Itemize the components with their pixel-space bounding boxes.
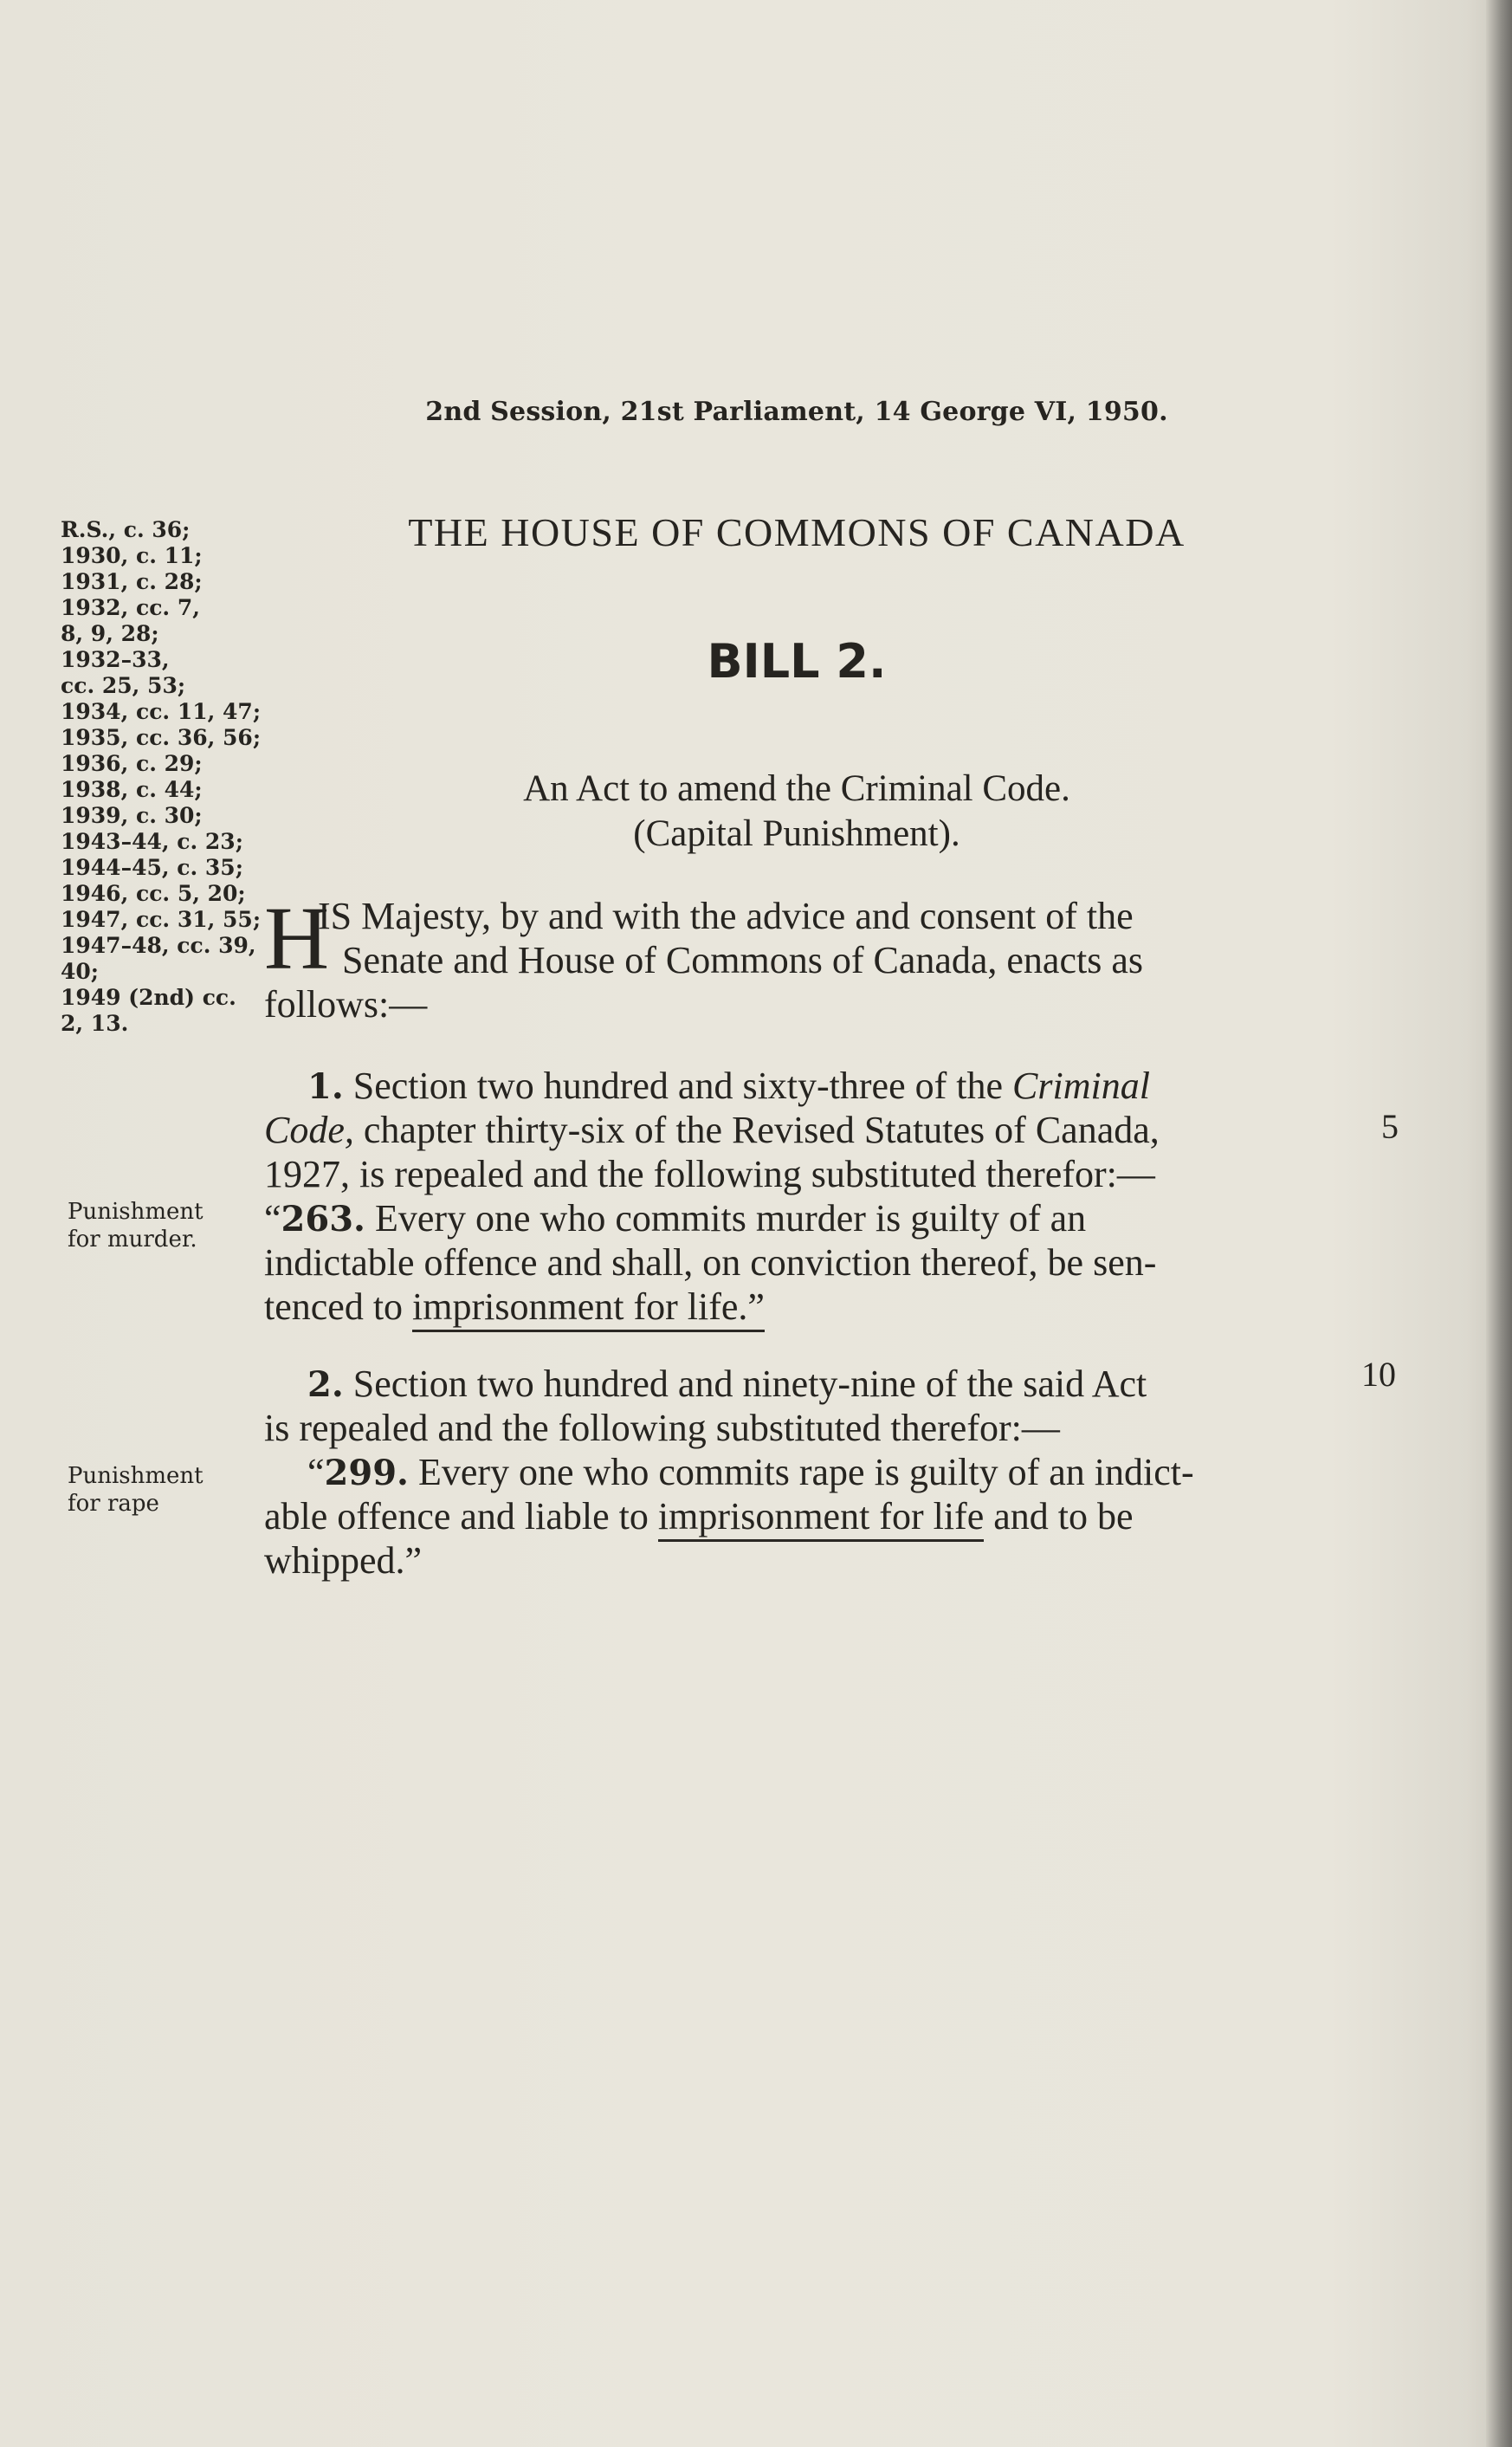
house-heading: THE HOUSE OF COMMONS OF CANADA: [408, 510, 1186, 554]
line-number-10: 10: [1361, 1355, 1396, 1394]
margin-ref: 1932, cc. 7,: [61, 595, 200, 620]
enacting-line: IS Majesty, by and with the advice and consent of the: [318, 895, 1134, 937]
margin-ref: 2, 13.: [61, 1011, 129, 1036]
underlined-penalty: imprisonment for life: [658, 1495, 984, 1542]
margin-ref: 1932–33,: [61, 647, 170, 672]
margin-ref: 1949 (2nd) cc.: [61, 985, 236, 1010]
section-text: whipped.”: [264, 1539, 423, 1582]
section-text: Every one who commits murder is guilty of an: [374, 1197, 1087, 1240]
margin-ref: 1938, c. 44;: [61, 777, 203, 802]
section-2: [264, 1362, 1347, 1583]
line-number-5: 5: [1381, 1107, 1399, 1146]
marginal-note-line: for murder.: [68, 1227, 197, 1253]
margin-ref: 1944–45, c. 35;: [61, 855, 243, 880]
session-heading: 2nd Session, 21st Parliament, 14 George VI, 1950.: [425, 397, 1168, 427]
quote-mark: “: [307, 1451, 325, 1493]
margin-ref: 40;: [61, 959, 100, 984]
marginal-note-line: Punishment: [68, 1463, 204, 1489]
section-text: Section two hundred and ninety-nine of the said Act: [352, 1363, 1147, 1405]
margin-ref: 1931, c. 28;: [61, 569, 203, 594]
section-text-italic: Code,: [264, 1109, 354, 1151]
bill-number: BILL 2.: [707, 634, 887, 689]
section-number: 1.: [307, 1066, 344, 1107]
section-1: [264, 1064, 1347, 1329]
section-text: and to be: [993, 1495, 1134, 1537]
margin-ref: 1939, c. 30;: [61, 803, 203, 828]
page-binding-edge: [1486, 0, 1512, 2447]
section-text: Every one who commits rape is guilty of an indict-: [417, 1451, 1194, 1493]
margin-ref: 1946, cc. 5, 20;: [61, 881, 246, 906]
section-text: 1927, is repealed and the following substituted therefor:—: [264, 1153, 1155, 1195]
margin-ref: 1947–48, cc. 39,: [61, 933, 256, 958]
section-text: Section two hundred and sixty-three of the: [352, 1065, 1004, 1107]
marginal-note-rape: [68, 1462, 249, 1518]
margin-ref: 1930, c. 11;: [61, 543, 203, 568]
section-text: indictable offence and shall, on conviction thereof, be sen-: [264, 1241, 1157, 1284]
act-title: [346, 767, 1247, 857]
margin-ref: 8, 9, 28;: [61, 621, 159, 646]
underlined-penalty: imprisonment for life.”: [412, 1285, 765, 1332]
section-text: able offence and liable to: [264, 1495, 649, 1537]
enacting-line: Senate and House of Commons of Canada, enacts as: [342, 939, 1143, 981]
margin-ref: 1936, c. 29;: [61, 751, 203, 776]
section-text: is repealed and the following substituted therefor:—: [264, 1407, 1060, 1449]
drop-capital: H: [264, 889, 330, 988]
code-section-number: 299.: [324, 1453, 409, 1493]
marginal-note-line: for rape: [68, 1491, 159, 1517]
margin-ref: 1934, cc. 11, 47;: [61, 699, 262, 724]
act-subtitle-line: (Capital Punishment).: [633, 813, 960, 854]
marginal-note-murder: [68, 1198, 249, 1253]
section-text: tenced to: [264, 1285, 404, 1328]
quote-mark: “: [264, 1197, 281, 1240]
act-title-line: An Act to amend the Criminal Code.: [523, 768, 1070, 809]
margin-ref: 1943–44, c. 23;: [61, 829, 243, 854]
section-text-italic: Criminal: [1012, 1065, 1150, 1107]
section-number: 2.: [307, 1364, 344, 1405]
margin-ref: 1947, cc. 31, 55;: [61, 907, 262, 932]
marginal-note-line: Punishment: [68, 1199, 204, 1225]
margin-ref: R.S., c. 36;: [61, 517, 191, 542]
enacting-line: follows:—: [264, 983, 428, 1026]
code-section-number: 263.: [281, 1199, 365, 1240]
margin-ref: 1935, cc. 36, 56;: [61, 725, 262, 750]
margin-statute-references: [61, 517, 260, 1037]
section-text: chapter thirty-six of the Revised Statutes of Canada,: [363, 1109, 1160, 1151]
margin-ref: cc. 25, 53;: [61, 673, 186, 698]
